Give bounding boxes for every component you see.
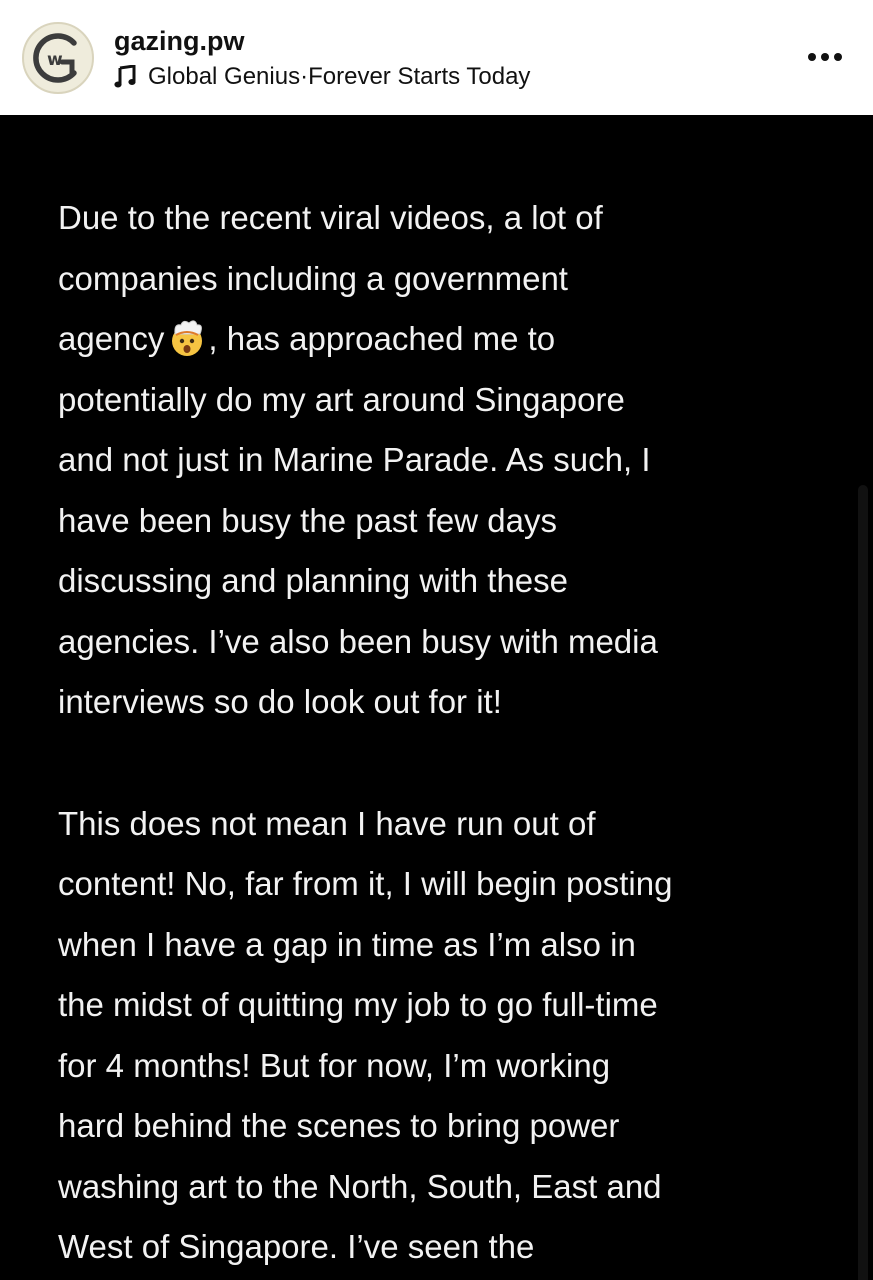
text-line: hard behind the scenes to bring power [58, 1107, 620, 1144]
text-line: the midst of quitting my job to go full-time [58, 986, 658, 1023]
paragraph-break [58, 733, 848, 794]
text-line: when I have a gap in time as I’m also in [58, 925, 636, 963]
text-line: companies including a government [58, 259, 568, 297]
text-line: content! No, far from it, I will begin posting [58, 865, 673, 902]
text-line: This does not mean I have run out of [58, 804, 596, 842]
gw-logo-icon [24, 24, 92, 92]
more-options-button[interactable] [800, 40, 850, 74]
text-fragment: agency [58, 320, 165, 357]
more-horizontal-icon [800, 40, 850, 74]
username[interactable]: gazing.pw [114, 26, 245, 56]
exploding-head-emoji [166, 317, 208, 359]
story-header [0, 0, 873, 115]
svg-text:w: w [47, 50, 63, 70]
text-line: for 4 months! But for now, I’m working [58, 1046, 611, 1084]
text-line: have been busy the past few days [58, 501, 557, 539]
audio-attribution[interactable] [114, 60, 530, 94]
scrollbar[interactable] [858, 485, 868, 1280]
text-line [58, 309, 848, 370]
text-line: West of Singapore. I’ve seen the [58, 1228, 535, 1265]
audio-separator: · [300, 63, 309, 90]
text-line: Due to the recent viral videos, a lot of [58, 199, 603, 236]
audio-track: Forever Starts Today [308, 63, 531, 90]
text-line: agencies. I’ve also been busy with media [58, 622, 658, 660]
post-text [58, 188, 848, 1278]
audio-artist: Global Genius [148, 63, 301, 90]
avatar[interactable] [22, 22, 94, 94]
music-note-icon [114, 65, 138, 89]
text-line: interviews so do look out for it! [58, 683, 502, 720]
text-line: washing art to the North, South, East and [58, 1167, 662, 1205]
text-line: discussing and planning with these [58, 562, 569, 599]
story-content[interactable] [0, 115, 873, 1280]
text-line: and not just in Marine Parade. As such, I [58, 441, 651, 478]
text-fragment: , has approached me to [208, 320, 556, 357]
text-line: potentially do my art around Singapore [58, 380, 625, 418]
